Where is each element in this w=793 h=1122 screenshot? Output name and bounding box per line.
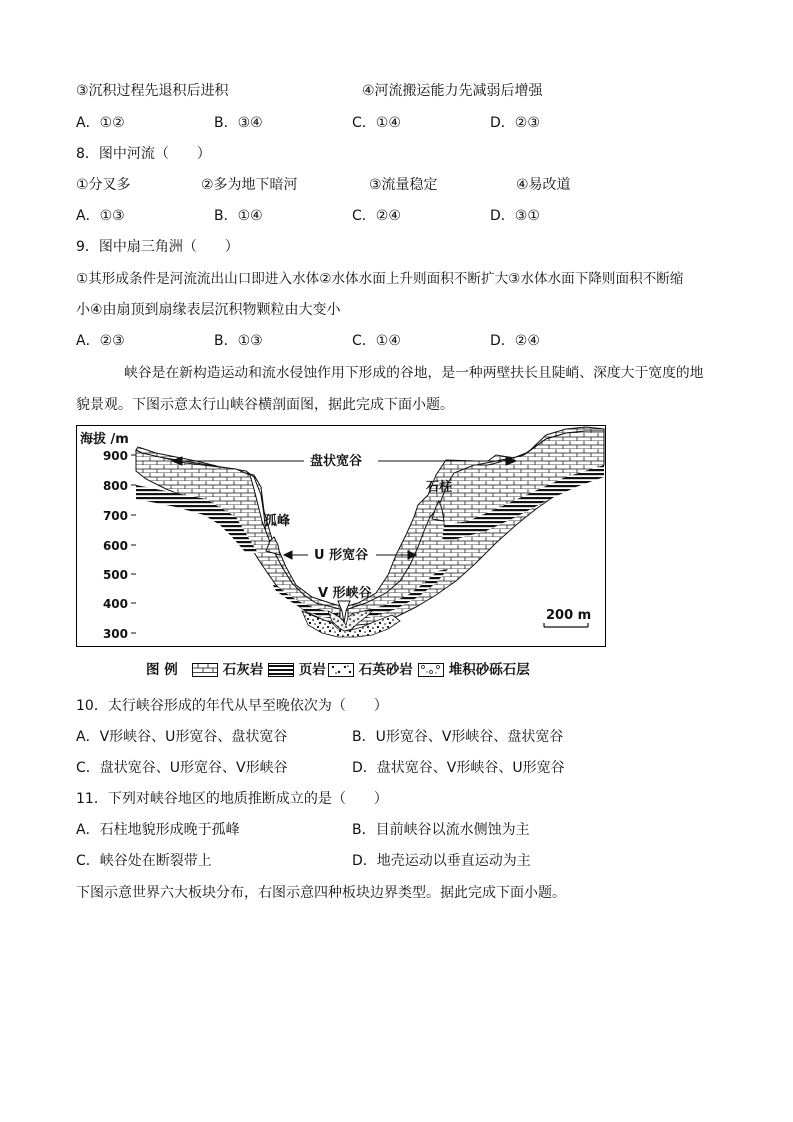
q10-stem: 10．太行峡谷形成的年代从早至晚依次为（ ） [76,698,388,714]
sandstone-swatch-icon [328,663,354,677]
legend-item-shale [268,658,326,678]
y-tick-400: 400 [102,597,128,611]
q8-option-a[interactable]: A．①③ [76,208,125,224]
q8-statement-4: ④易改道 [516,177,571,193]
y-tick-500: 500 [102,568,128,582]
q8-statement-3: ③流量稳定 [369,177,438,193]
q8-stem: 8．图中河流（ ） [76,146,211,162]
legend-item-gravel [418,658,530,678]
q7-option-c[interactable]: C．①④ [352,115,401,131]
q7-option-b[interactable]: B．③④ [214,115,263,131]
legend-label-shale: 页岩 [298,662,326,678]
y-axis-label: 海拔 /m [80,432,129,447]
q9-option-a[interactable]: A．②③ [76,333,125,349]
q9-statements-line2: 小④由扇顶到扇缘表层沉积物颗粒由大变小 [76,302,341,318]
y-tick-900: 900 [102,449,128,463]
q9-option-b[interactable]: B．①③ [214,333,263,349]
q9-statements-line1: ①其形成条件是河流流出山口即进入水体②水体水面上升则面积不断扩大③水体水面下降则面积不断缩 [76,271,684,287]
legend-label-limestone: 石灰岩 [222,662,264,678]
q9-option-c[interactable]: C．①④ [352,333,401,349]
limestone-swatch-icon [192,663,218,677]
outro-text: 下图示意世界六大板块分布，右图示意四种板块边界类型。据此完成下面小题。 [76,885,566,901]
q10-option-c[interactable]: C．盘状宽谷、U形宽谷、V形峡谷 [76,760,288,776]
legend-label-gravel: 堆积砂砾石层 [448,662,530,678]
legend-item-limestone [192,658,263,678]
q11-option-b[interactable]: B．目前峡谷以流水侧蚀为主 [352,822,530,838]
q11-option-c[interactable]: C．峡谷处在断裂带上 [76,853,212,869]
label-scale: 200 m [546,608,592,623]
q8-statement-2: ②多为地下暗河 [201,177,298,193]
gravel-swatch-icon [418,663,444,677]
q9-stem: 9．图中扇三角洲（ ） [76,239,239,255]
q11-option-a[interactable]: A．石柱地貌形成晚于孤峰 [76,822,240,838]
intro-line1: 峡谷是在新构造运动和流水侵蚀作用下形成的谷地，是一种两壁扶长且陡峭、深度大于宽度的地 [124,365,704,381]
q9-option-d[interactable]: D．②④ [490,333,540,349]
intro-line2: 貌景观。下图示意太行山峡谷横剖面图，据此完成下面小题。 [76,397,454,413]
q7-option-a[interactable]: A．①② [76,115,125,131]
shale-swatch-icon [268,663,294,677]
canyon-cross-section-figure [76,425,606,647]
legend-item-sandstone [328,658,413,678]
label-v-canyon: V 形峡谷 [318,586,372,601]
label-u-valley: U 形宽谷 [314,548,369,563]
label-isolated-peak: 孤峰 [264,514,291,529]
y-tick-700: 700 [102,509,128,523]
q10-option-d[interactable]: D．盘状宽谷、V形峡谷、U形宽谷 [352,760,565,776]
q8-option-d[interactable]: D．③① [490,208,540,224]
y-tick-600: 600 [102,539,128,553]
q8-option-c[interactable]: C．②④ [352,208,401,224]
y-tick-300: 300 [102,627,128,641]
q11-stem: 11．下列对峡谷地区的地质推断成立的是（ ） [76,791,388,807]
q7-option-d[interactable]: D．②③ [490,115,540,131]
y-tick-800: 800 [102,479,128,493]
q7-statement-3: ③沉积过程先退积后进积 [76,83,229,99]
q11-option-d[interactable]: D．地壳运动以垂直运动为主 [352,853,531,869]
legend-label-sandstone: 石英砂岩 [358,662,413,678]
q10-option-a[interactable]: A．V形峡谷、U形宽谷、盘状宽谷 [76,729,288,745]
q8-option-b[interactable]: B．①④ [214,208,263,224]
q7-statement-4: ④河流搬运能力先减弱后增强 [362,83,543,99]
label-wide-valley: 盘状宽谷 [310,454,363,469]
legend-title: 图 例 [146,662,178,678]
q8-statement-1: ①分叉多 [76,177,131,193]
label-stone-pillar: 石柱 [426,480,453,495]
q10-option-b[interactable]: B．U形宽谷、V形峡谷、盘状宽谷 [352,729,564,745]
